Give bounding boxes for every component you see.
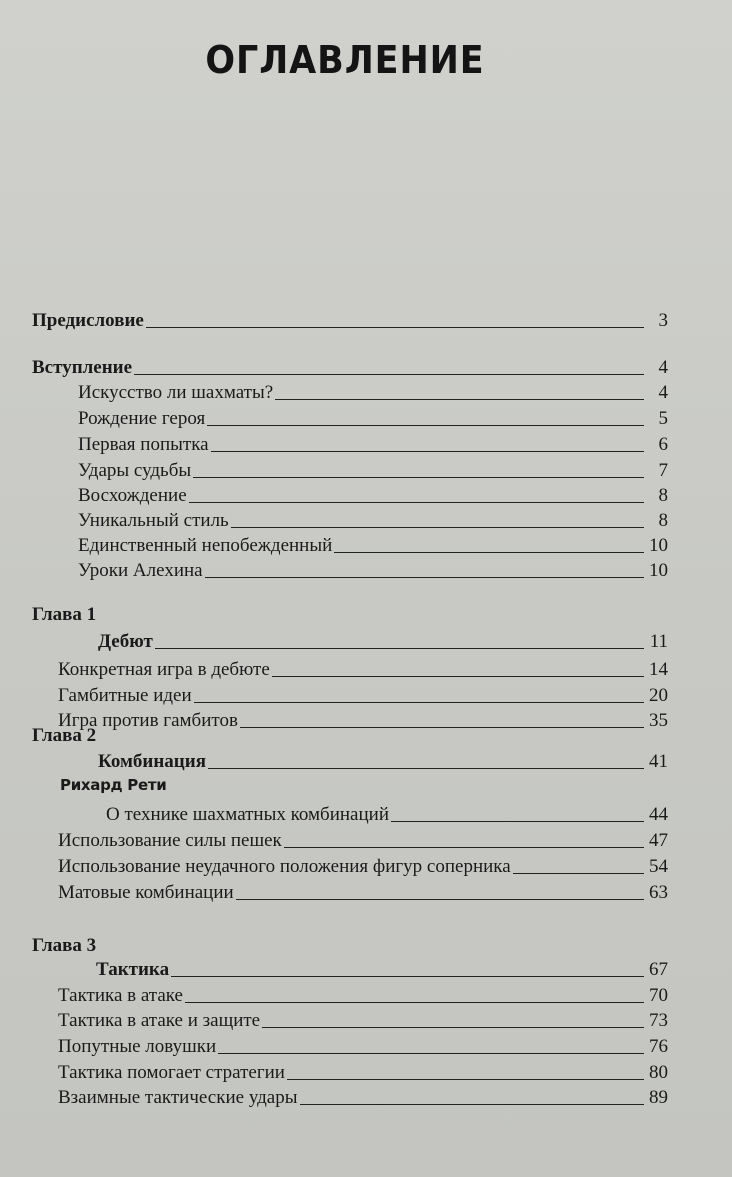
dot-leader (218, 1053, 644, 1054)
toc-entry[interactable] (78, 378, 668, 404)
toc-entry[interactable] (106, 800, 668, 826)
chapter-heading: Глава 3 (32, 935, 97, 956)
toc-entry[interactable] (58, 1032, 668, 1058)
toc-entry-label: Использование силы пешек (58, 830, 282, 851)
toc-page-number: 41 (649, 751, 668, 772)
dot-leader (287, 1079, 644, 1080)
toc-entry[interactable] (58, 681, 668, 707)
toc-entry-label: Гамбитные идеи (58, 685, 192, 706)
toc-entry-label: Игра против гамбитов (58, 710, 238, 731)
dot-leader (194, 702, 644, 703)
toc-entry-label: Взаимные тактические удары (58, 1087, 298, 1108)
toc-entry-preface[interactable] (32, 306, 668, 332)
toc-page-number: 8 (658, 510, 668, 531)
dot-leader (205, 577, 644, 578)
toc-page-number: 4 (658, 382, 668, 403)
toc-page-number: 70 (649, 985, 668, 1006)
toc-entry[interactable] (78, 456, 668, 482)
dot-leader (155, 648, 644, 649)
toc-page-number: 73 (649, 1010, 668, 1031)
toc-page-number: 67 (649, 959, 668, 980)
dot-leader (146, 327, 644, 328)
toc-entry-label: Предисловие (32, 310, 144, 331)
toc-entry-label: Вступление (32, 357, 133, 378)
dot-leader (236, 899, 644, 900)
dot-leader (207, 425, 644, 426)
dot-leader (185, 1002, 644, 1003)
page-title: ОГЛАВЛЕНИЕ (205, 38, 485, 82)
toc-entry[interactable] (78, 506, 668, 532)
toc-entry-label: Использование неудачного положения фигур соперника (58, 856, 511, 877)
toc-entry[interactable] (78, 531, 668, 557)
toc-entry-label: Уникальный стиль (78, 510, 229, 531)
dot-leader (391, 821, 644, 822)
dot-leader (134, 374, 644, 375)
dot-leader (334, 552, 644, 553)
chapter-heading: Глава 1 (32, 604, 97, 625)
toc-page-number: 8 (658, 485, 668, 506)
toc-entry-label: Конкретная игра в дебюте (58, 659, 270, 680)
toc-entry[interactable] (78, 404, 668, 430)
dot-leader (300, 1104, 645, 1105)
toc-entry-label: Удары судьбы (78, 460, 192, 481)
toc-entry-label: Тактика в атаке (58, 985, 183, 1006)
toc-entry[interactable] (58, 852, 668, 878)
dot-leader (208, 768, 644, 769)
toc-entry[interactable] (78, 556, 668, 582)
toc-page-number: 54 (649, 856, 668, 877)
toc-page-number: 47 (649, 830, 668, 851)
toc-page-number: 35 (649, 710, 668, 731)
dot-leader (275, 399, 644, 400)
toc-entry-label: Тактика помогает стратегии (58, 1062, 285, 1083)
toc-entry-label: Тактика в атаке и защите (58, 1010, 261, 1031)
dot-leader (231, 527, 644, 528)
toc-entry-label: Искусство ли шахматы? (78, 382, 274, 403)
toc-entry-label: Первая попытка (78, 434, 209, 455)
toc-entry[interactable] (58, 706, 668, 732)
toc-entry-chapter-title[interactable] (98, 627, 668, 653)
toc-entry[interactable] (58, 1058, 668, 1084)
dot-leader (240, 727, 644, 728)
toc-page-number: 80 (649, 1062, 668, 1083)
section-author: Рихард Рети (60, 776, 167, 794)
toc-entry-chapter-title[interactable] (96, 955, 668, 981)
dot-leader (284, 847, 644, 848)
toc-page-number: 10 (649, 535, 668, 556)
toc-entry-label: Уроки Алехина (78, 560, 203, 581)
toc-page-number: 3 (658, 310, 668, 331)
dot-leader (272, 676, 644, 677)
toc-entry[interactable] (58, 878, 668, 904)
chapter-heading: Глава 2 (32, 725, 97, 746)
toc-entry-label: О технике шахматных комбинаций (106, 804, 389, 825)
toc-entry-chapter-title[interactable] (98, 747, 668, 773)
toc-page-number: 11 (649, 631, 668, 652)
dot-leader (193, 477, 644, 478)
toc-entry-label: Комбинация (98, 751, 206, 772)
toc-page-number: 6 (658, 434, 668, 455)
toc-entry-label: Тактика (96, 959, 170, 980)
toc-entry-label: Единственный непобежденный (78, 535, 333, 556)
toc-entry-intro[interactable] (32, 353, 668, 379)
toc-entry-label: Попутные ловушки (58, 1036, 217, 1057)
toc-page-number: 7 (658, 460, 668, 481)
dot-leader (513, 873, 644, 874)
toc-entry[interactable] (58, 1083, 668, 1109)
toc-page-number: 14 (649, 659, 668, 680)
toc-page-number: 44 (649, 804, 668, 825)
toc-page-number: 10 (649, 560, 668, 581)
toc-entry-label: Восхождение (78, 485, 187, 506)
toc-entry[interactable] (78, 430, 668, 456)
toc-entry-label: Рождение героя (78, 408, 206, 429)
toc-entry[interactable] (58, 826, 668, 852)
toc-page-number: 89 (649, 1087, 668, 1108)
dot-leader (211, 451, 644, 452)
dot-leader (262, 1027, 644, 1028)
toc-entry[interactable] (58, 981, 668, 1007)
toc-page-number: 76 (649, 1036, 668, 1057)
toc-page-number: 20 (649, 685, 668, 706)
toc-page-number: 5 (658, 408, 668, 429)
toc-page-number: 4 (658, 357, 668, 378)
toc-entry-label: Матовые комбинации (58, 882, 234, 903)
toc-entry-label: Дебют (98, 631, 153, 652)
toc-entry[interactable] (58, 655, 668, 681)
toc-entry[interactable] (78, 481, 668, 507)
toc-entry[interactable] (58, 1006, 668, 1032)
dot-leader (171, 976, 644, 977)
toc-page-number: 63 (649, 882, 668, 903)
dot-leader (189, 502, 644, 503)
